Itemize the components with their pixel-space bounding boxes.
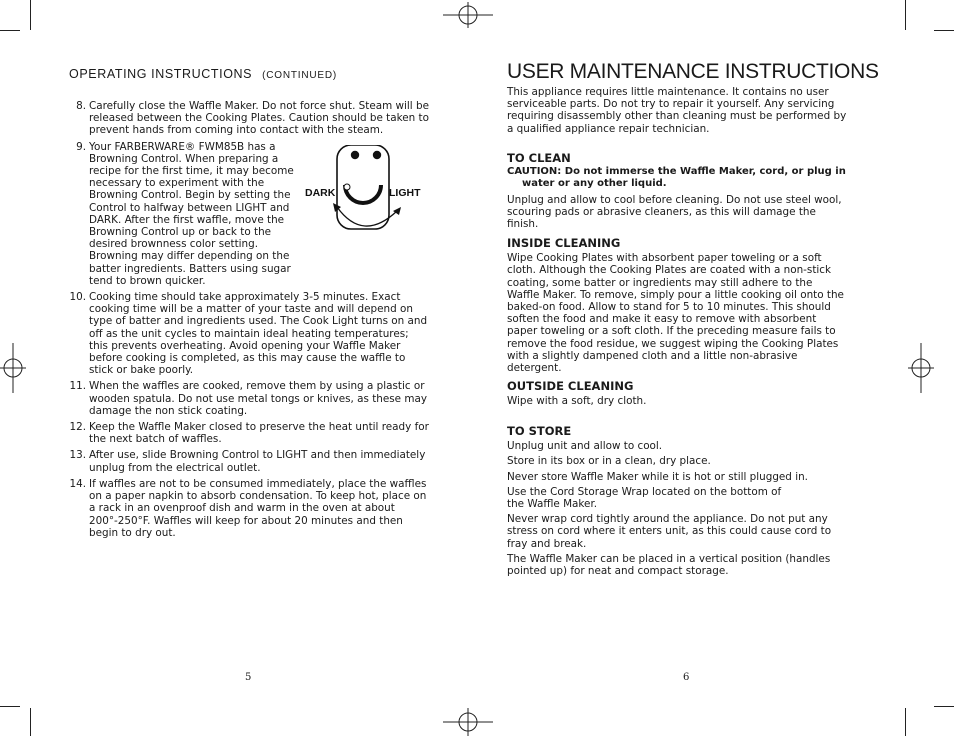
item-number: 13. — [69, 449, 86, 462]
item-number: 12. — [69, 421, 86, 434]
page-number: 6 — [683, 672, 690, 683]
item-text: Keep the Waffle Maker closed to preserve the heat until ready for the next batch of waffles. — [89, 421, 429, 446]
page-number: 5 — [245, 672, 252, 683]
page-title: USER MAINTENANCE INSTRUCTIONS — [507, 60, 879, 83]
to-clean-text: Unplug and allow to cool before cleaning. Do not use steel wool, scouring pads or abrasive cleaners, as this will damage the finish. — [507, 193, 842, 231]
list-item — [69, 421, 429, 445]
item-text: Carefully close the Waffle Maker. Do not force shut. Steam will be released between the Cooking Plates. Caution should be taken to prevent hands from coming into contact with the steam. — [89, 100, 429, 137]
store-line: Store in its box or in a clean, dry place. — [507, 455, 711, 468]
to-store-heading: TO STORE — [507, 424, 572, 438]
caution-line-2: water or any other liquid. — [522, 178, 667, 190]
store-line: Never wrap cord tightly around the appliance. Do not put any stress on cord where it enters unit, as this could cause cord to fray and break. — [507, 513, 832, 550]
right-page — [477, 0, 954, 736]
item-number: 10. — [69, 291, 86, 304]
item-number: 11. — [69, 380, 86, 393]
dial-light-label: LIGHT — [389, 186, 421, 199]
store-line: Never store Waffle Maker while it is hot or still plugged in. — [507, 470, 808, 483]
store-line: The Waffle Maker can be placed in a vertical position (handles pointed up) for neat and compact storage. — [507, 552, 831, 578]
outside-cleaning-section — [507, 380, 847, 410]
item-number: 8. — [76, 100, 86, 112]
list-item — [69, 380, 429, 417]
store-line: Use the Cord Storage Wrap located on the bottom of the Waffle Maker. — [507, 485, 782, 511]
list-item — [69, 141, 429, 287]
caution-line-1: CAUTION: Do not immerse the Waffle Maker, cord, or plug in — [507, 166, 846, 178]
to-clean-heading: TO CLEAN — [507, 151, 571, 165]
caution-text — [507, 166, 847, 190]
item-number: 9. — [76, 140, 86, 153]
item-text: Cooking time should take approximately 3-5 minutes. Exact cooking time will be a matter of your taste and will depend on type of batter and ingredients used. The Cook Light turns on and off as the unit cycles to maintain ideal heating temperatures; this prevents overheating. Avoid opening your Waffle Maker before cooking is completed, as this may cause the waffle to stick or bake poorly. — [89, 291, 428, 377]
list-item — [69, 100, 429, 137]
section-title — [69, 67, 337, 81]
browning-control-dial-illustration — [297, 145, 427, 240]
item-number: 14. — [69, 477, 86, 490]
store-line: Unplug unit and allow to cool. — [507, 440, 663, 453]
section-title-continued: (CONTINUED) — [262, 70, 338, 81]
inside-cleaning-section — [507, 237, 847, 377]
list-item — [69, 478, 429, 539]
intro-paragraph: This appliance requires little maintenance. It contains no user serviceable parts. Do not try to repair it yourself. Any servicing requiring disassembly other than cleaning must be performed by a qualified appliance repair technician. — [507, 86, 847, 135]
to-clean-section — [507, 152, 847, 233]
list-item — [69, 291, 429, 376]
instruction-list — [69, 100, 429, 543]
inside-cleaning-heading: INSIDE CLEANING — [507, 236, 621, 250]
item-text: When the waffles are cooked, remove them by using a plastic or wooden spatula. Do not use metal tongs or knives, as these may damage the non stick coating. — [89, 380, 428, 417]
dial-dark-label: DARK — [305, 186, 336, 199]
list-item — [69, 449, 429, 473]
item-text: After use, slide Browning Control to LIGHT and then immediately unplug from the electrical outlet. — [89, 449, 426, 474]
item-text: If waffles are not to be consumed immediately, place the waffles on a paper napkin to absorb condensation. To keep hot, place on a rack in an ovenproof dish and warm in the oven at about 200°-250°F. Waffles will keep for about 20 minutes and then begin to dry out. — [89, 477, 427, 539]
outside-cleaning-heading: OUTSIDE CLEANING — [507, 379, 634, 393]
to-store-section — [507, 425, 847, 580]
inside-cleaning-text: Wipe Cooking Plates with absorbent paper toweling or a soft cloth. Although the Cooking Plates are coated with a non-stick coating, some batter or ingredients may still adhere to the Waffle Maker. To remove, simply pour a little cooking oil onto the baked-on food. Allow to stand for 5 to 10 minutes. This should soften the food and make it easy to remove with absorbent paper toweling or a soft cloth. If the preceding measure fails to remove the food residue, we suggest wiping the Cooking Plates with a slightly dampened cloth and a little non-abrasive detergent. — [507, 252, 844, 375]
outside-cleaning-text: Wipe with a soft, dry cloth. — [507, 395, 647, 408]
section-title-text: OPERATING INSTRUCTIONS — [69, 67, 253, 81]
item-text: Your FARBERWARE® FWM85B has a Browning Control. When preparing a recipe for the first time, it may become necessary to experiment with the Browning Control. Begin by setting the Control to halfway between LIGHT and DARK. After the first waffle, move the Browning Control up or back to the desired brownness color setting. Browning may differ depending on the batter ingredients. Batters using sugar tend to brown quicker. — [89, 140, 294, 287]
